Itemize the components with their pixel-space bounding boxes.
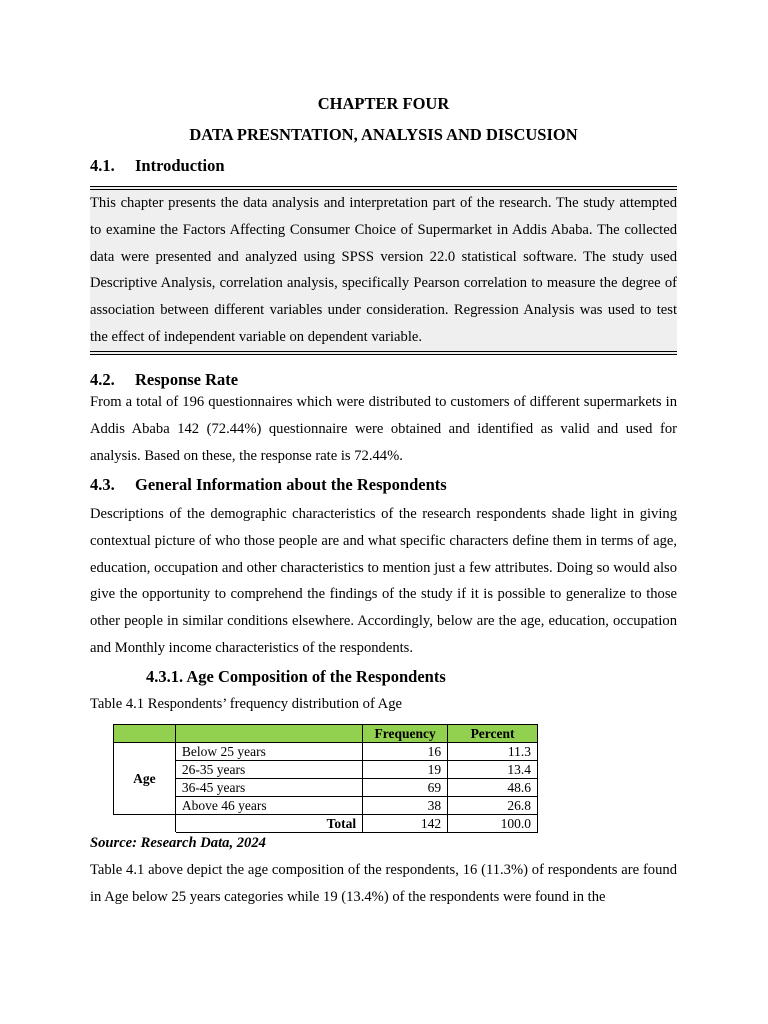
chapter-title: CHAPTER FOUR	[317, 94, 450, 113]
introduction-paragraph: This chapter presents the data analysis and interpretation part of the research. The study attempted to examine the Factors Affecting Consumer Choice of Supermarket in Addis Ababa. The collected data were presented and analyzed using SPSS version 22.0 statistical software. The study used Descriptive Analysis, correlation analysis, specifically Pearson correlation to measure the degree of association between different variables under consideration. Regression Analysis was used to test the effect of independent variable on dependent variable.	[90, 195, 677, 345]
heading-response-rate	[90, 370, 238, 390]
total-cell-blank	[114, 815, 176, 833]
row-frequency: 19	[363, 761, 448, 779]
row-label: Above 46 years	[175, 797, 362, 815]
row-percent: 48.6	[448, 779, 538, 797]
row-frequency: 38	[363, 797, 448, 815]
table-caption: Table 4.1 Respondents’ frequency distribution of Age	[90, 696, 402, 712]
table-header-row	[114, 725, 538, 743]
header-cell-blank	[114, 725, 176, 743]
table-total-row	[114, 815, 538, 833]
header-cell-blank	[175, 725, 362, 743]
heading-age-composition: 4.3.1. Age Composition of the Respondents	[146, 667, 446, 686]
header-percent: Percent	[448, 725, 538, 743]
heading-general-information	[90, 475, 447, 495]
age-frequency-table	[113, 724, 538, 833]
heading-text: Response Rate	[135, 370, 239, 389]
heading-text: General Information about the Respondents	[135, 475, 447, 494]
row-frequency: 69	[363, 779, 448, 797]
table-source: Source: Research Data, 2024	[90, 835, 266, 851]
row-percent: 11.3	[448, 743, 538, 761]
row-label: 26-35 years	[175, 761, 362, 779]
table-row	[114, 797, 538, 815]
table-row	[114, 743, 538, 761]
row-percent: 13.4	[448, 761, 538, 779]
introduction-box	[90, 186, 677, 355]
heading-number: 4.1.	[90, 156, 115, 175]
table-row	[114, 761, 538, 779]
heading-number: 4.3.	[90, 475, 115, 494]
header-frequency: Frequency	[363, 725, 448, 743]
total-frequency: 142	[363, 815, 448, 833]
table-row	[114, 779, 538, 797]
general-information-paragraph: Descriptions of the demographic characteristics of the research respondents shade light in giving contextual picture of who those people are and what specific characters define them in terms of age, education, occupation and other characteristics to mention just a few attributes. Doing so would also give the opportunity to comprehend the findings of the study if it is possible to generalize to those other people in similar conditions elsewhere. Accordingly, below are the age, education, occupation and Monthly income characteristics of the respondents.	[90, 506, 677, 656]
row-frequency: 16	[363, 743, 448, 761]
age-composition-paragraph: Table 4.1 above depict the age composition of the respondents, 16 (11.3%) of respondents are found in Age below 25 years categories while 19 (13.4%) of the respondents were found in the	[90, 862, 677, 905]
heading-text: Introduction	[135, 156, 225, 175]
row-percent: 26.8	[448, 797, 538, 815]
chapter-subtitle: DATA PRESNTATION, ANALYSIS AND DISCUSION	[189, 125, 578, 144]
row-group-label: Age	[114, 743, 176, 815]
row-label: Below 25 years	[175, 743, 362, 761]
response-rate-paragraph: From a total of 196 questionnaires which were distributed to customers of different supermarkets in Addis Ababa 142 (72.44%) questionnaire were obtained and identified as valid and used for analysis. Based on these, the response rate is 72.44%.	[90, 394, 677, 464]
heading-introduction	[90, 156, 225, 176]
heading-number: 4.2.	[90, 370, 115, 389]
total-percent: 100.0	[448, 815, 538, 833]
total-label: Total	[175, 815, 362, 833]
row-label: 36-45 years	[175, 779, 362, 797]
